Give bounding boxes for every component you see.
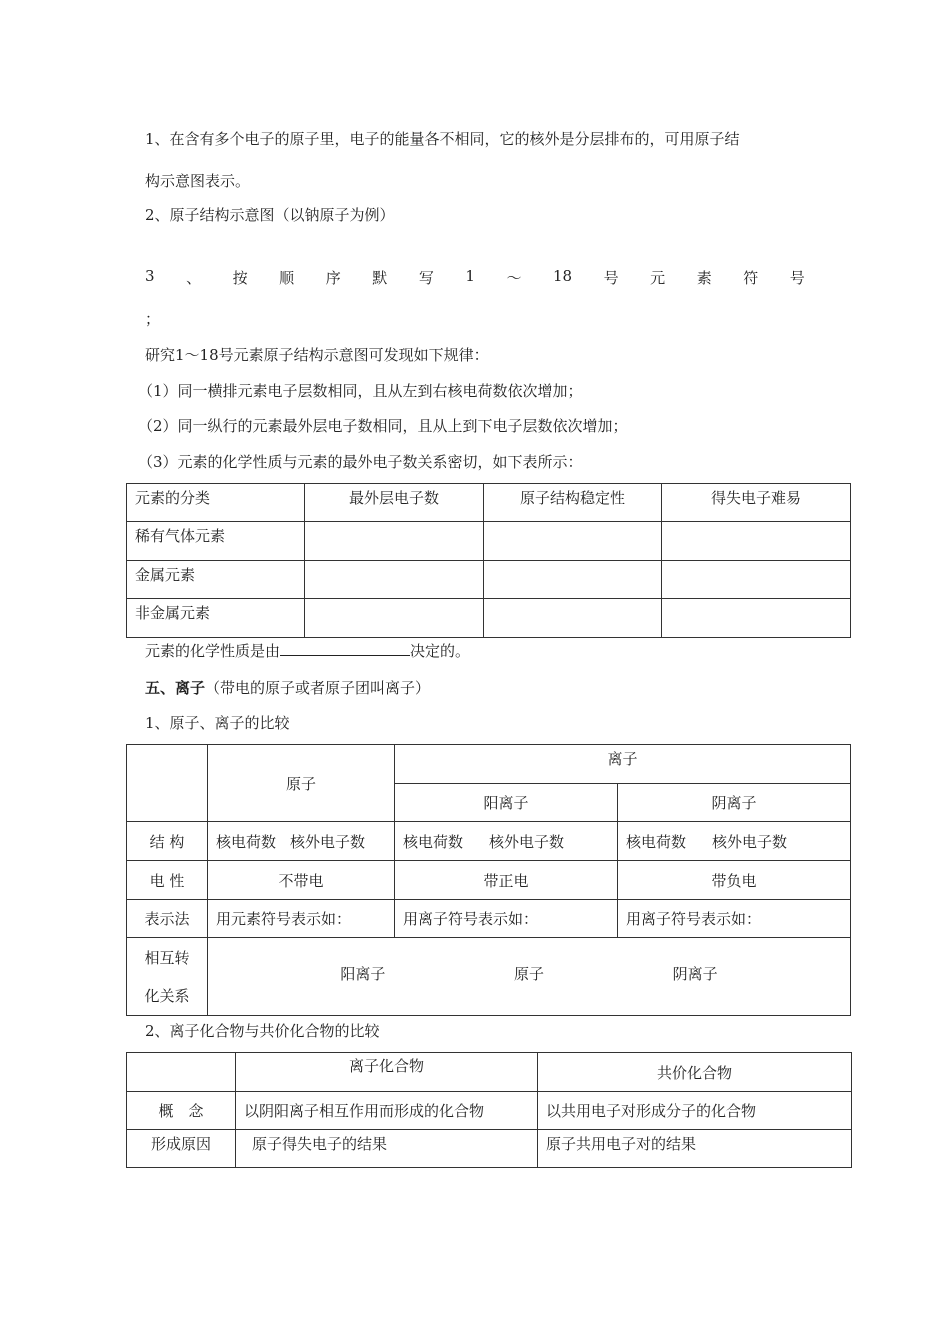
table-row-label: 金属元素 [127,561,305,599]
concept-ionic: 以阴阳离子相互作用而形成的化合物 [236,1092,538,1130]
p3-char: 符 [743,269,759,287]
p3-char: 元 [650,269,666,287]
table-cell[interactable] [484,522,662,561]
section-5-title [145,677,430,698]
table-corner [127,745,208,822]
transform-cell [208,938,851,1016]
table-header: 最外层电子数 [305,484,484,522]
table-row-label: 非金属元素 [127,599,305,638]
table-cell[interactable] [305,599,484,638]
paragraph-2: 2、原子结构示意图（以钠原子为例） [145,206,395,224]
table-corner [127,1053,236,1092]
paragraph-4: 研究1～18号元素原子结构示意图可发现如下规律： [145,346,489,364]
p3-char: 素 [696,269,712,287]
table-cell[interactable] [305,561,484,599]
structure-anion [618,822,851,861]
p3-char: 默 [372,269,388,287]
table-header: 原子结构稳定性 [484,484,662,522]
charge-anion: 带负电 [618,861,851,900]
row-label-structure: 结 构 [127,822,208,861]
table-header: 得失电子难易 [662,484,851,522]
nuclear-charge-label: 核电荷数 [216,832,277,851]
rule-2: （2）同一纵行的元素最外层电子数相同，且从上到下电子层数依次增加； [138,417,628,435]
anion-header: 阴离子 [618,784,851,822]
nuclear-charge-label: 核电荷数 [403,832,464,851]
p3-char: 3 [145,267,155,285]
paragraph-3-end: ； [145,310,161,328]
table-cell[interactable] [484,599,662,638]
paragraph-1-line-a: 1、在含有多个电子的原子里，电子的能量各不相同，它的核外是分层排布的，可用原子结 [145,130,740,148]
subsection-1-title: 1、原子、离子的比较 [145,714,290,732]
transform-label-a: 相互转 [144,948,190,967]
table-header: 元素的分类 [127,484,305,522]
transform-label-b: 化关系 [144,986,190,1005]
table-cell[interactable] [662,522,851,561]
row-label-transform [127,938,208,1016]
element-classification-table [126,483,851,638]
electron-count-label: 核外电子数 [712,832,788,851]
fill-in-blank[interactable] [280,641,410,656]
conclusion-line [145,640,470,661]
p3-char: 、 [186,269,202,287]
structure-cation [395,822,618,861]
row-label-cause: 形成原因 [127,1130,236,1168]
section-5-title-rest: （带电的原子或者原子团叫离子） [205,679,431,697]
p3-char: 序 [325,269,341,287]
p3-char: 顺 [279,269,295,287]
ion-header: 离子 [395,745,851,784]
transform-cation: 阳离子 [340,965,386,983]
electron-count-label: 核外电子数 [489,832,565,851]
paragraph-1-line-b: 构示意图表示。 [145,172,251,190]
p3-char: 18 [552,267,573,285]
notation-cation: 用离子符号表示如： [395,900,618,938]
notation-atom: 用元素符号表示如： [208,900,395,938]
row-label-concept: 概 念 [127,1092,236,1130]
notation-anion: 用离子符号表示如： [618,900,851,938]
ionic-header: 离子化合物 [236,1053,538,1092]
transform-atom: 原子 [514,965,545,983]
nuclear-charge-label: 核电荷数 [626,832,687,851]
paragraph-3 [145,267,805,288]
table-cell[interactable] [305,522,484,561]
covalent-header: 共价化合物 [538,1053,852,1092]
conclusion-text-a: 元素的化学性质是由 [145,642,281,660]
atom-ion-table [126,744,851,1016]
cause-ionic: 原子得失电子的结果 [236,1130,538,1168]
p3-char: 1 [465,267,475,285]
electron-count-label: 核外电子数 [290,832,366,851]
rule-1: （1）同一横排元素电子层数相同，且从左到右核电荷数依次增加； [138,382,583,400]
p3-char: 写 [418,269,434,287]
conclusion-text-b: 决定的。 [410,642,471,660]
p3-char: 号 [789,269,805,287]
charge-atom: 不带电 [208,861,395,900]
concept-covalent: 以共用电子对形成分子的化合物 [538,1092,852,1130]
cation-header: 阳离子 [395,784,618,822]
structure-atom [208,822,395,861]
atom-header: 原子 [208,745,395,822]
cause-covalent: 原子共用电子对的结果 [538,1130,852,1168]
section-5-title-bold: 五、离子 [145,679,206,697]
subsection-2-title: 2、离子化合物与共价化合物的比较 [145,1022,380,1040]
row-label-charge: 电 性 [127,861,208,900]
compound-comparison-table [126,1052,852,1168]
p3-char: 按 [232,269,248,287]
transform-anion: 阴离子 [672,965,718,983]
row-label-notation: 表示法 [127,900,208,938]
rule-3: （3）元素的化学性质与元素的最外电子数关系密切，如下表所示： [138,453,583,471]
table-cell[interactable] [662,561,851,599]
table-cell[interactable] [484,561,662,599]
p3-char: ～ [506,269,522,287]
charge-cation: 带正电 [395,861,618,900]
table-row-label: 稀有气体元素 [127,522,305,561]
p3-char: 号 [603,269,619,287]
table-cell[interactable] [662,599,851,638]
